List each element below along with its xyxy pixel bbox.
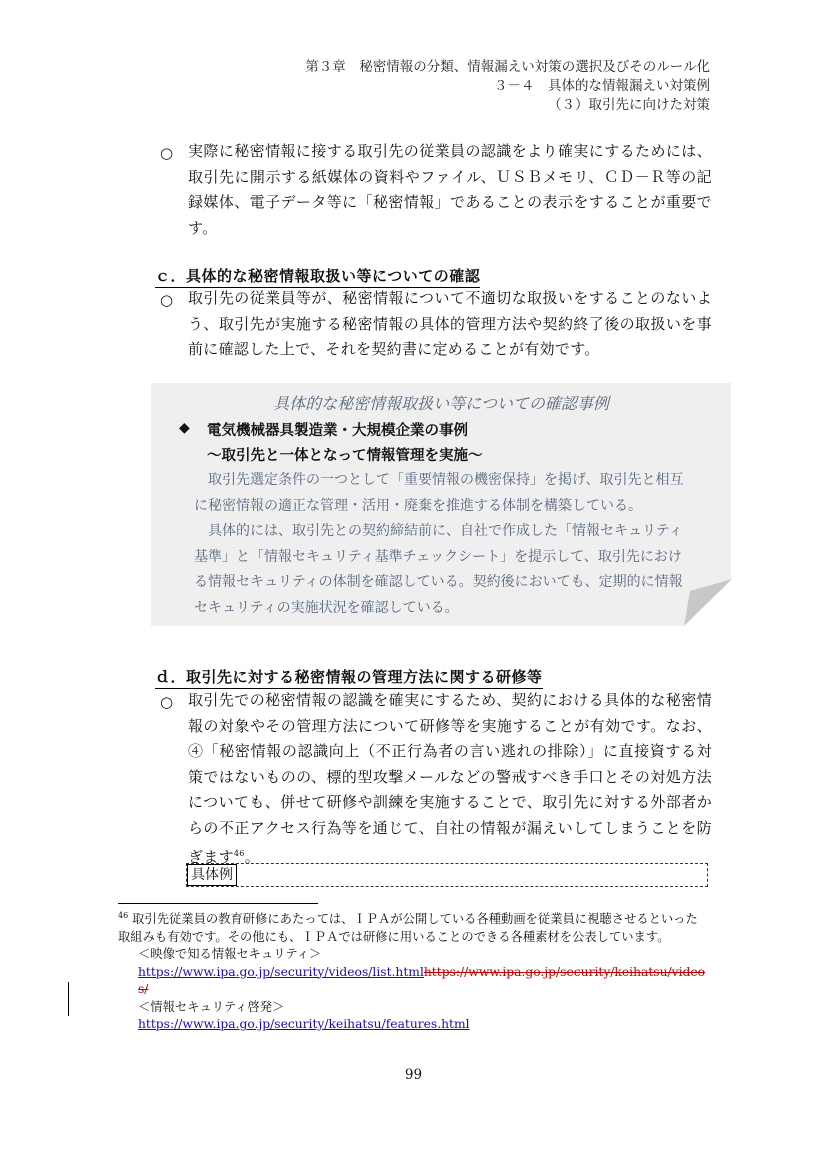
footnote bbox=[118, 907, 710, 1034]
case-study-paragraph: 具体的には、取引先との契約締結前に、自社で作成した「情報セキュリティ基準」と「情報セキュリティ基準チェックシート」を提示して、取引先における情報セキュリティの体制を確認している。契約後においても、定期的に情報セキュリティの実施状況を確認している。 bbox=[194, 523, 683, 616]
case-study-paragraph: 取引先選定条件の一つとして「重要情報の機密保持」を掲げ、取引先と相互に秘密情報の適正な管理・活用・廃棄を推進する体制を構築している。 bbox=[194, 472, 684, 514]
video-list-link[interactable]: https://www.ipa.go.jp/security/videos/list.html bbox=[138, 964, 424, 979]
case-study-heading: 電気機械器具製造業・大規模企業の事例 bbox=[207, 423, 468, 439]
footnote-item-links bbox=[118, 1016, 710, 1034]
example-box bbox=[186, 863, 708, 887]
case-study-box bbox=[151, 383, 731, 626]
diamond-bullet-icon: ◆ bbox=[179, 420, 190, 436]
footnote-item-links bbox=[118, 964, 710, 999]
footnote-number: 46 bbox=[118, 911, 129, 920]
footnote-divider bbox=[118, 903, 318, 904]
footnote-item-label: ＜映像で知る情報セキュリティ＞ bbox=[138, 947, 322, 962]
footnote-body: 取引先従業員の教育研修にあたっては、ＩＰＡが公開している各種動画を従業員に視聴させるといった取組みも有効です。その他にも、ＩＰＡでは研修に用いることのできる各種素材を公表しています。 bbox=[118, 912, 698, 944]
section-d-text-end: 。 bbox=[244, 848, 260, 866]
section-c-paragraph: 取引先の従業員等が、秘密情報について不適切な取扱いをすることのないよう、取引先が実施する秘密情報の具体的管理方法や契約終了後の取扱いを事前に確認した上で、それを契約書に定めることが有効です。 bbox=[188, 289, 712, 358]
header-subsection: （３）取引先に向けた対策 bbox=[548, 97, 710, 113]
case-study-title: 具体的な秘密情報取扱い等についての確認事例 bbox=[273, 394, 609, 413]
footnote-reference[interactable]: 46 bbox=[233, 849, 245, 858]
section-d-paragraph bbox=[188, 688, 712, 871]
example-label: 具体例 bbox=[187, 864, 237, 886]
running-header bbox=[305, 58, 710, 115]
bullet-marker: ○ bbox=[160, 144, 174, 162]
section-c-title: ｃ．具体的な秘密情報取扱い等についての確認 bbox=[155, 265, 480, 288]
features-link[interactable]: https://www.ipa.go.jp/security/keihatsu/features.html bbox=[138, 1017, 470, 1032]
bullet-marker: ○ bbox=[160, 291, 174, 309]
footnote-text bbox=[118, 907, 710, 946]
page-number: 99 bbox=[404, 1067, 423, 1083]
bullet-marker: ○ bbox=[160, 693, 174, 711]
revision-change-bar bbox=[68, 982, 69, 1016]
intro-paragraph: 実際に秘密情報に接する取引先の従業員の認識をより確実にするためには、取引先に開示する紙媒体の資料やファイル、ＵＳＢメモリ、ＣＤ－Ｒ等の記録媒体、電子データ等に「秘密情報」であることの表示をすることが重要です。 bbox=[188, 142, 712, 237]
case-study-subheading: ～取引先と一体となって情報管理を実施～ bbox=[207, 448, 483, 464]
page-curl-icon bbox=[684, 579, 732, 626]
case-study-body bbox=[194, 468, 694, 621]
section-d-text: 取引先での秘密情報の認識を確実にするため、契約における具体的な秘密情報の対象やその管理方法について研修等を実施することが有効です。なお、④「秘密情報の認識向上（不正行為者の言い逃れの排除）」に直接資する対策ではないものの、標的型攻撃メールなどの警戒すべき手口とその対処方法についても、併せて研修や訓練を実施することで、取引先に対する外部者からの不正アクセス行為等を通じて、自社の情報が漏えいしてしまうことを防ぎます bbox=[188, 691, 712, 866]
section-d-title: ｄ．取引先に対する秘密情報の管理方法に関する研修等 bbox=[155, 666, 543, 689]
header-chapter: 第３章 秘密情報の分類、情報漏えい対策の選択及びそのルール化 bbox=[305, 59, 710, 75]
deleted-link: https://www.ipa.go.jp/security/keihatsu/videos/ bbox=[138, 964, 706, 997]
footnote-item-label: ＜情報セキュリティ啓発＞ bbox=[138, 999, 285, 1014]
header-section: ３－４ 具体的な情報漏えい対策例 bbox=[494, 78, 710, 94]
